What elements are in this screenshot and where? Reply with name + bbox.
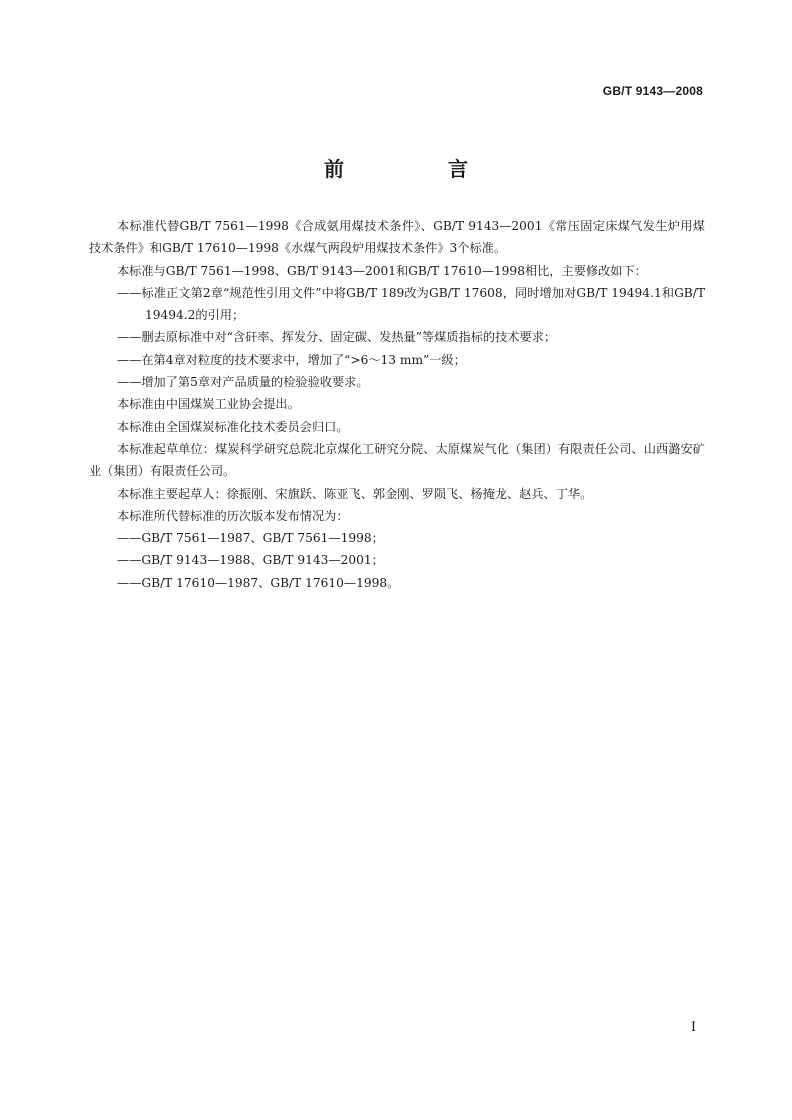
paragraph-proposed-by: 本标准由中国煤炭工业协会提出。 xyxy=(117,397,300,412)
change-item-inspection: ——增加了第5章对产品质量的检验验收要求。 xyxy=(117,375,369,390)
paragraph-changes-intro: 本标准与GB/T 7561—1998、GB/T 9143—2001和GB/T 17610—1998相比，主要修改如下： xyxy=(117,263,647,278)
history-item-17610: ——GB/T 17610—1987、GB/T 17610—1998。 xyxy=(117,575,400,590)
paragraph-replaces: 本标准代替GB/T 7561—1998《合成氨用煤技术条件》、GB/T 9143—2001《常压固定床煤气发生炉用煤技术条件》和GB/T 17610—1998《水煤气两段炉用煤技术条件》3个标准。 xyxy=(89,219,705,256)
paragraph-managed-by: 本标准由全国煤炭标准化技术委员会归口。 xyxy=(117,419,349,434)
change-item-particle-size: ——在第4章对粒度的技术要求中，增加了“>6～13 mm”一级； xyxy=(117,352,466,367)
paragraph-drafting-units: 本标准起草单位：煤炭科学研究总院北京煤化工研究分院、太原煤炭气化（集团）有限责任公司、山西潞安矿业（集团）有限责任公司。 xyxy=(89,441,705,479)
page-title: 前 言 xyxy=(324,157,510,181)
standard-code: GB/T 9143—2008 xyxy=(602,84,703,98)
page-number: I xyxy=(690,1020,696,1035)
paragraph-drafters: 本标准主要起草人：徐振刚、宋旗跃、陈亚飞、郭金刚、罗陨飞、杨掩龙、赵兵、丁华。 xyxy=(117,486,593,501)
paragraph-history-intro: 本标准所代替标准的历次版本发布情况为： xyxy=(117,508,349,523)
history-item-9143: ——GB/T 9143—1988、GB/T 9143—2001； xyxy=(117,553,384,568)
history-item-7561: ——GB/T 7561—1987、GB/T 7561—1998； xyxy=(117,531,384,546)
change-item-removed-requirements: ——删去原标准中对“含矸率、挥发分、固定碳、发热量”等煤质指标的技术要求； xyxy=(117,330,557,345)
change-item-normative-refs: ——标准正文第2章“规范性引用文件”中将GB/T 189改为GB/T 17608，同时增加对GB/T 19494.1和GB/T 19494.2的引用； xyxy=(117,285,705,323)
foreword-body xyxy=(89,215,705,594)
